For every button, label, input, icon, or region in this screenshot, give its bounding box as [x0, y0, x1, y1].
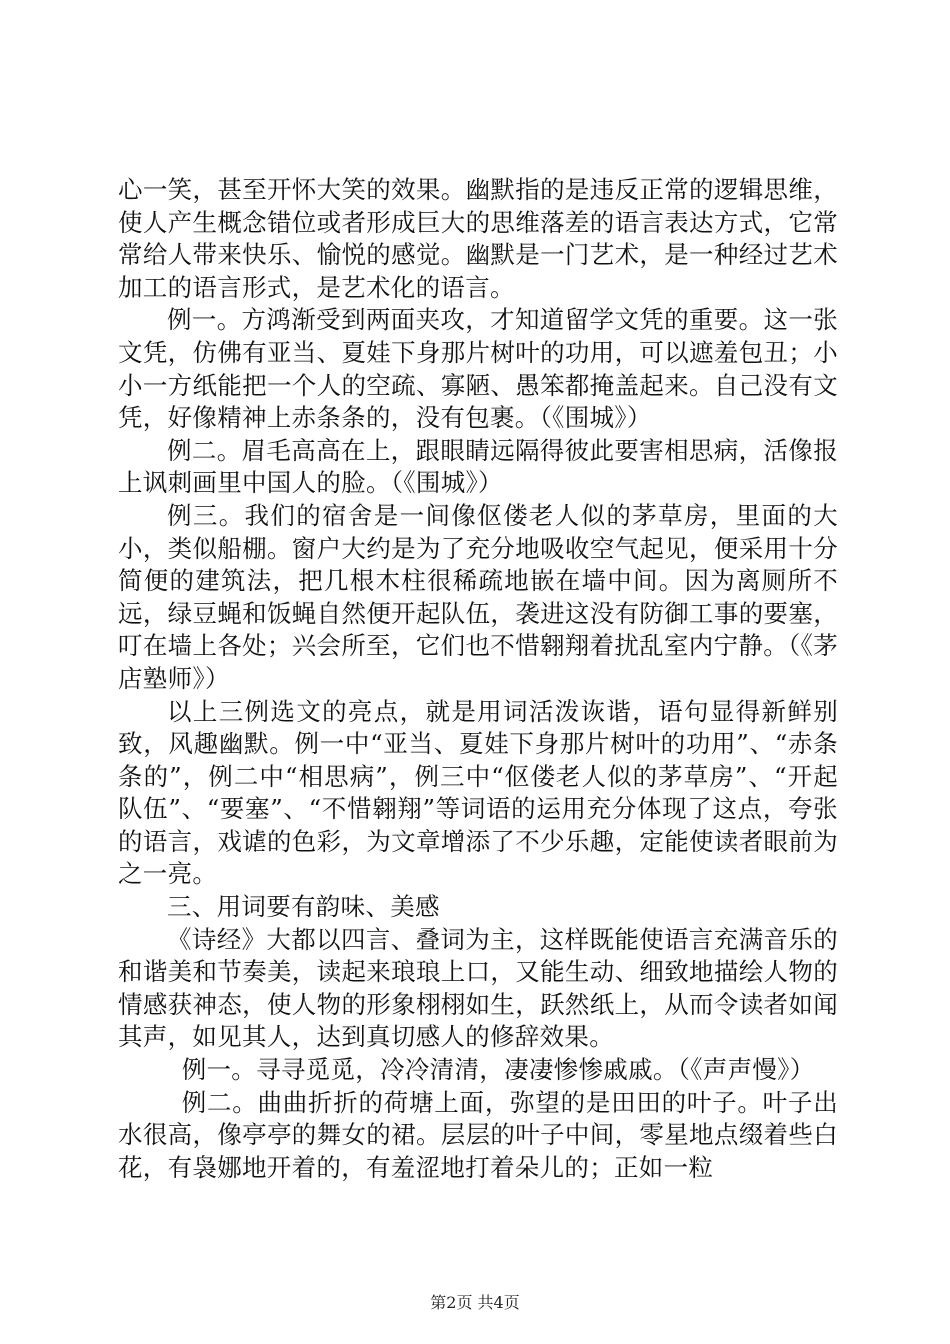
paragraph-example-1-weicheng: 例一。方鸿渐受到两面夹攻，才知道留学文凭的重要。这一张文凭，仿佛有亚当、夏娃下身那片树叶的功用，可以遮羞包丑；小小一方纸能把一个人的空疏、寡陋、愚笨都掩盖起来。自己没有文凭，好像精神上赤条条的，没有包裹。（《围城》）	[118, 305, 838, 433]
paragraph-analysis: 以上三例选文的亮点，就是用词活泼诙谐，语句显得新鲜别致，风趣幽默。例一中“亚当、夏娃下身那片树叶的功用”、“赤条条的”，例二中“相思病”，例三中“伛偻老人似的茅草房”、“开起队伍”、“要塞”、“不惜翱翔”等词语的运用充分体现了这点，夸张的语言，戏谑的色彩，为文章增添了不少乐趣，定能使读者眼前为之一亮。	[118, 696, 838, 889]
page-number-footer: 第2页 共4页	[430, 1293, 520, 1312]
paragraph-example-1-shengshengman: 例一。寻寻觅觅，冷冷清清，凄凄惨惨戚戚。（《声声慢》）	[181, 1055, 815, 1085]
body-text	[118, 174, 838, 1184]
paragraph-example-3-maodian: 例三。我们的宿舍是一间像伛偻老人似的茅草房，里面的大小，类似船棚。窗户大约是为了充分地吸收空气起见，便采用十分简便的建筑法，把几根木柱很稀疏地嵌在墙中间。因为离厕所不远，绿豆蝇和饭蝇自然便开起队伍，袭进这没有防御工事的要塞，叮在墙上各处；兴会所至，它们也不惜翱翔着扰乱室内宁静。（《茅店塾师》）	[118, 500, 838, 693]
paragraph-humor-definition: 心一笑，甚至开怀大笑的效果。幽默指的是违反正常的逻辑思维，使人产生概念错位或者形成巨大的思维落差的语言表达方式，它常常给人带来快乐、愉悦的感觉。幽默是一门艺术，是一种经过艺术加工的语言形式，是艺术化的语言。	[118, 175, 838, 302]
section-heading-3: 三、用词要有韵味、美感	[167, 892, 440, 922]
paragraph-example-2-weicheng: 例二。眉毛高高在上，跟眼睛远隔得彼此要害相思病，活像报上讽刺画里中国人的脸。（《围城》）	[118, 435, 838, 498]
paragraph-example-2-hetang: 例二。曲曲折折的荷塘上面，弥望的是田田的叶子。叶子出水很高，像亭亭的舞女的裙。层层的叶子中间，零星地点缀着些白花，有袅娜地开着的，有羞涩地打着朵儿的；正如一粒	[118, 1087, 838, 1182]
paragraph-shijing: 《诗经》大都以四言、叠词为主，这样既能使语言充满音乐的和谐美和节奏美，读起来琅琅上口，又能生动、细致地描绘人物的情感获神态，使人物的形象栩栩如生，跃然纸上，从而令读者如闻其声，如见其人，达到真切感人的修辞效果。	[118, 924, 838, 1052]
